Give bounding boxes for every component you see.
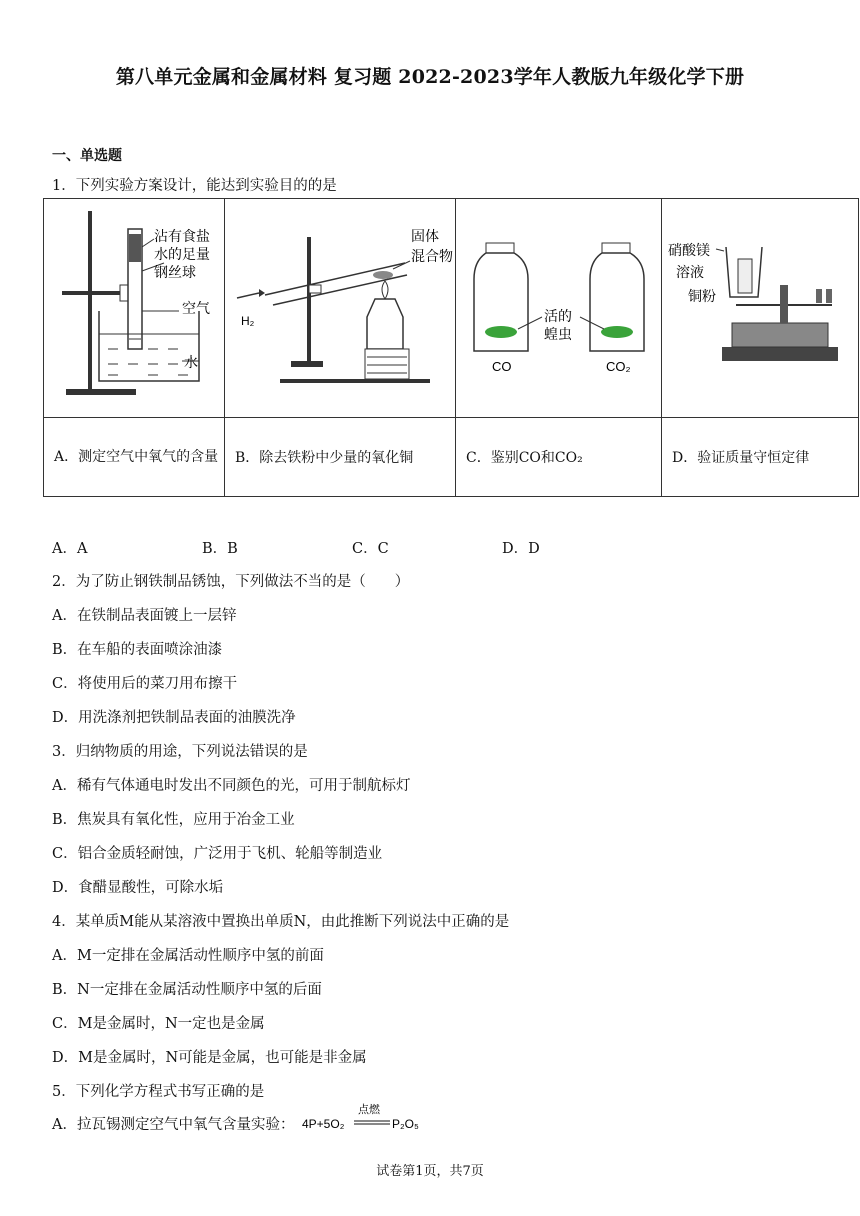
label-salt-water: 沾有食盐 <box>154 228 210 244</box>
page-title: 第八单元金属和金属材料 复习题 2022-2023学年人教版九年级化学下册 <box>115 66 745 88</box>
q1-option-c: C．C <box>352 541 389 557</box>
q1-caption-b: B．除去铁粉中少量的氧化铜 <box>235 450 414 466</box>
q1-caption-a: A．测定空气中氧气的含量 <box>54 449 219 465</box>
q3-option-c: C．铝合金质轻耐蚀，广泛用于飞机、轮船等制造业 <box>52 846 383 862</box>
label-sufficient: 水的足量 <box>154 246 210 262</box>
q4-option-b: B．N一定排在金属活动性顺序中氢的后面 <box>52 982 322 998</box>
label-living: 活的 <box>544 308 572 324</box>
q4-option-c: C．M是金属时，N一定也是金属 <box>52 1016 265 1032</box>
equation-product: P₂O₅ <box>392 1117 419 1131</box>
hydrogen-reduction-figure <box>225 199 453 413</box>
q3-option-b: B．焦炭具有氧化性，应用于冶金工业 <box>52 812 295 828</box>
q1-caption-d: D．验证质量守恒定律 <box>672 450 810 466</box>
q5-equation <box>300 1101 440 1137</box>
page-footer: 试卷第1页，共7页 <box>376 1164 484 1179</box>
q5-stem: 5．下列化学方程式书写正确的是 <box>52 1084 265 1100</box>
q1-option-b: B．B <box>202 541 238 557</box>
section-heading: 一、单选题 <box>52 148 122 164</box>
q2-option-b: B．在车船的表面喷涂油漆 <box>52 642 223 658</box>
label-copper-powder: 铜粉 <box>688 288 716 304</box>
q2-option-c: C．将使用后的菜刀用布擦干 <box>52 676 238 692</box>
label-solid: 固体 <box>411 228 439 244</box>
q5-option-a: A．拉瓦锡测定空气中氧气含量实验： <box>52 1117 295 1133</box>
q1-table <box>43 198 859 497</box>
q1-image-b <box>225 199 456 418</box>
q1-caption-c: C．鉴别CO和CO₂ <box>466 450 583 466</box>
q4-option-d: D．M是金属时，N可能是金属，也可能是非金属 <box>52 1050 367 1066</box>
q1-image-c <box>456 199 662 418</box>
q3-stem: 3．归纳物质的用途，下列说法错误的是 <box>52 744 308 760</box>
label-co: CO <box>492 359 512 374</box>
label-air: 空气 <box>182 300 210 316</box>
label-mg-nitrate: 硝酸镁 <box>668 242 710 258</box>
label-water: 水 <box>184 354 198 370</box>
label-h2: H₂ <box>241 314 255 328</box>
q1-image-a <box>44 199 225 418</box>
label-co2: CO₂ <box>606 359 631 374</box>
equation-reactants: 4P+5O₂ <box>302 1117 345 1131</box>
equation-condition: 点燃 <box>358 1104 380 1116</box>
iron-rust-apparatus-figure <box>44 199 214 413</box>
q2-stem: 2．为了防止钢铁制品锈蚀，下列做法不当的是（ ） <box>52 574 410 590</box>
locust-icon <box>601 326 633 338</box>
q1-stem: 1．下列实验方案设计，能达到实验目的的是 <box>52 178 337 194</box>
q1-option-d: D．D <box>502 541 540 557</box>
label-solution: 溶液 <box>676 264 704 280</box>
q4-option-a: A．M一定排在金属活动性顺序中氢的前面 <box>52 948 324 964</box>
locust-icon <box>485 326 517 338</box>
label-mixture: 混合物 <box>411 248 453 264</box>
q2-option-a: A．在铁制品表面镀上一层锌 <box>52 608 237 624</box>
label-steel-wool: 钢丝球 <box>154 264 196 280</box>
q3-option-a: A．稀有气体通电时发出不同颜色的光，可用于制航标灯 <box>52 778 411 794</box>
q1-image-d <box>662 199 859 418</box>
q1-option-a: A．A <box>52 541 88 557</box>
balance-figure <box>662 199 848 413</box>
locust-gas-figure <box>456 199 651 413</box>
q4-stem: 4．某单质M能从某溶液中置换出单质N，由此推断下列说法中正确的是 <box>52 914 510 930</box>
q2-option-d: D．用洗涤剂把铁制品表面的油膜洗净 <box>52 710 296 726</box>
q3-option-d: D．食醋显酸性，可除水垢 <box>52 880 224 896</box>
label-locust: 蝗虫 <box>544 326 572 342</box>
